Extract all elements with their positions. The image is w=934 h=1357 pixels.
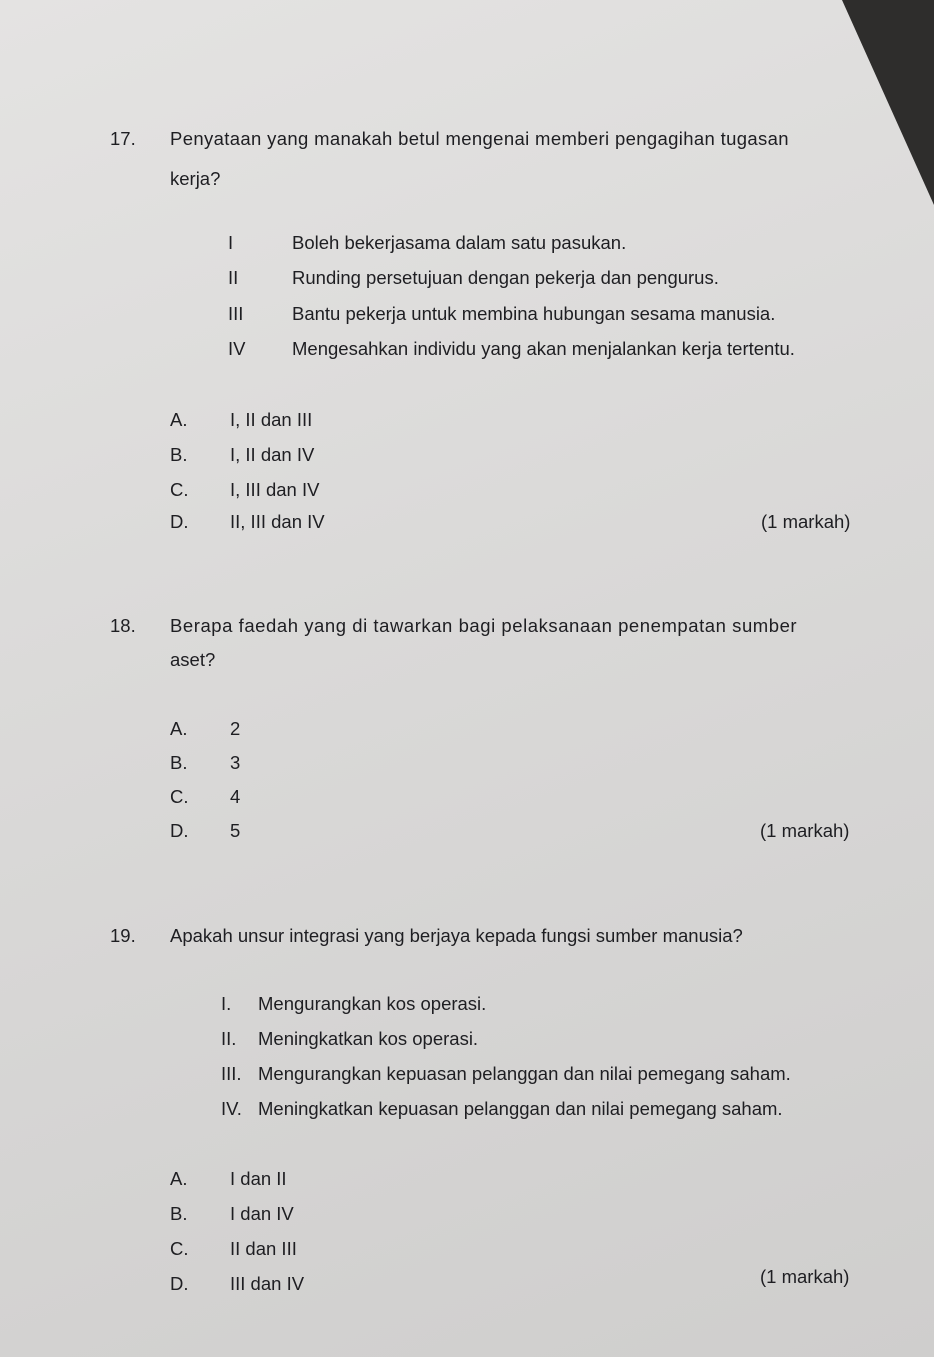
question-text: Berapa faedah yang di tawarkan bagi pelaksanaan penempatan sumber <box>170 615 798 636</box>
statement-roman: II <box>228 267 239 288</box>
option-letter: A. <box>170 1168 188 1189</box>
option-text: 5 <box>230 820 241 841</box>
option-text: 4 <box>230 786 241 807</box>
marks-label: (1 markah) <box>760 1266 850 1287</box>
option-text: 3 <box>230 752 241 773</box>
option-letter: B. <box>170 1203 188 1224</box>
statement-text: Bantu pekerja untuk membina hubungan sesama manusia. <box>292 303 776 324</box>
question-text-cont: aset? <box>170 649 216 670</box>
question-number: 19. <box>110 925 136 946</box>
statement-roman: IV <box>228 338 246 359</box>
option-letter: B. <box>170 752 188 773</box>
statement-roman: III <box>228 303 244 324</box>
statement-roman: IV. <box>221 1098 242 1119</box>
statement-text: Runding persetujuan dengan pekerja dan pengurus. <box>292 267 719 288</box>
statement-text: Mengesahkan individu yang akan menjalankan kerja tertentu. <box>292 338 795 359</box>
option-text: I dan IV <box>230 1203 294 1224</box>
option-letter: A. <box>170 718 188 739</box>
option-text: II, III dan IV <box>230 511 325 532</box>
option-text: I, II dan IV <box>230 444 315 465</box>
option-letter: C. <box>170 786 189 807</box>
statement-roman: II. <box>221 1028 237 1049</box>
statement-text: Boleh bekerjasama dalam satu pasukan. <box>292 232 627 253</box>
statement-roman: I. <box>221 993 232 1014</box>
question-text-cont: kerja? <box>170 168 221 189</box>
statement-text: Meningkatkan kos operasi. <box>258 1028 479 1049</box>
question-text: Penyataan yang manakah betul mengenai memberi pengagihan tugasan <box>170 128 789 149</box>
option-text: II dan III <box>230 1238 297 1259</box>
statement-roman: III. <box>221 1063 242 1084</box>
statement-roman: I <box>228 232 234 253</box>
option-letter: D. <box>170 820 189 841</box>
question-number: 17. <box>110 128 136 149</box>
option-text: III dan IV <box>230 1273 305 1294</box>
question-text: Apakah unsur integrasi yang berjaya kepada fungsi sumber manusia? <box>170 925 743 946</box>
statement-text: Mengurangkan kos operasi. <box>258 993 487 1014</box>
marks-label: (1 markah) <box>760 820 850 841</box>
option-text: I dan II <box>230 1168 287 1189</box>
option-text: I, III dan IV <box>230 479 320 500</box>
option-letter: C. <box>170 479 189 500</box>
marks-label: (1 markah) <box>761 511 851 532</box>
option-letter: D. <box>170 1273 189 1294</box>
option-letter: A. <box>170 409 188 430</box>
statement-text: Meningkatkan kepuasan pelanggan dan nilai pemegang saham. <box>258 1098 783 1119</box>
option-letter: D. <box>170 511 189 532</box>
option-text: 2 <box>230 718 241 739</box>
option-text: I, II dan III <box>230 409 313 430</box>
option-letter: B. <box>170 444 188 465</box>
option-letter: C. <box>170 1238 189 1259</box>
statement-text: Mengurangkan kepuasan pelanggan dan nilai pemegang saham. <box>258 1063 791 1084</box>
question-number: 18. <box>110 615 136 636</box>
